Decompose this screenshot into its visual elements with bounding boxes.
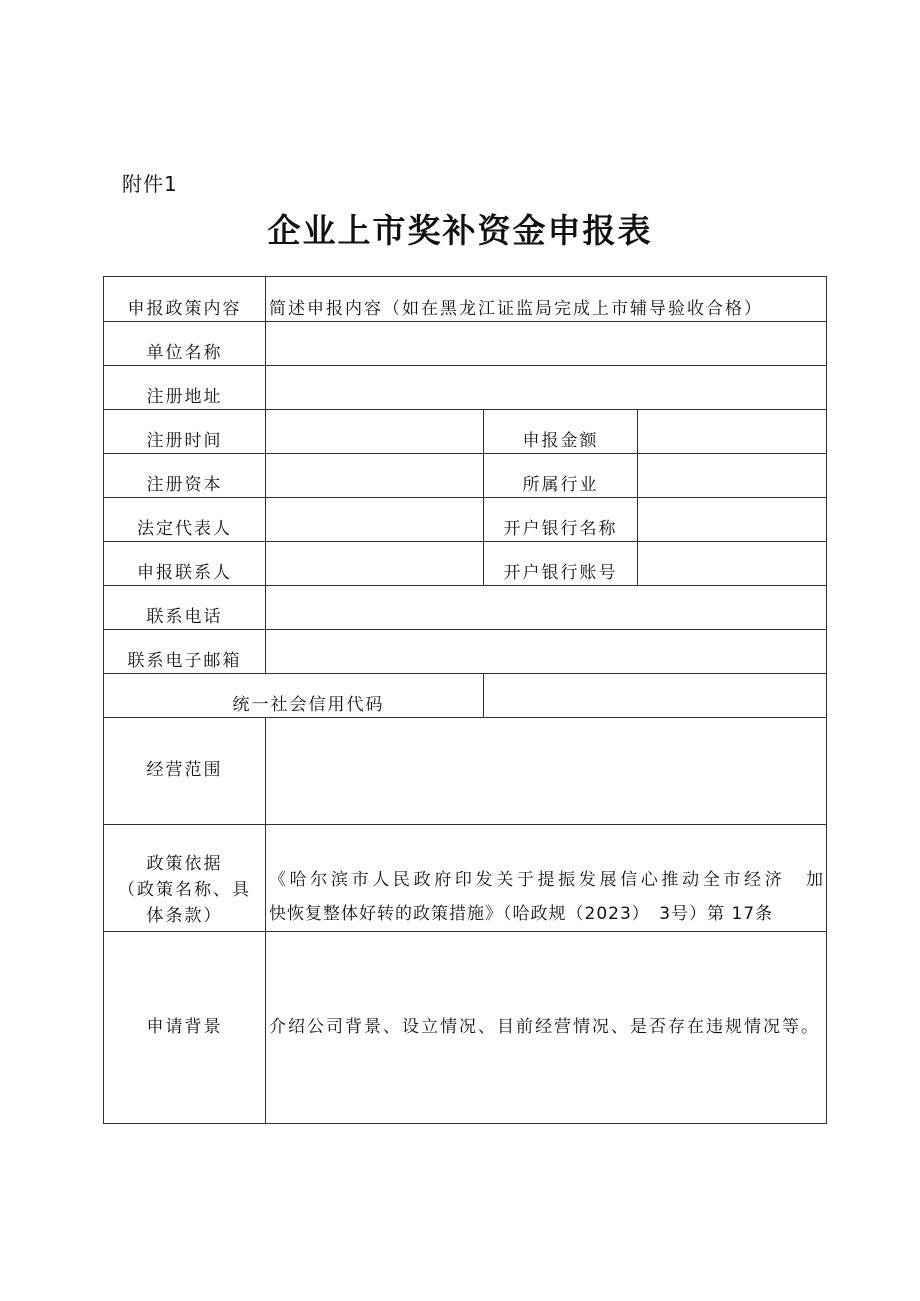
- policy-content-value[interactable]: 简述申报内容（如在黑龙江证监局完成上市辅导验收合格）: [266, 277, 827, 322]
- reg-address-field[interactable]: [266, 366, 827, 410]
- bank-name-label: 开户银行名称: [484, 498, 638, 542]
- contact-person-field[interactable]: [266, 542, 484, 586]
- policy-basis-label-line3: 体条款）: [146, 906, 223, 926]
- policy-basis-label-line2: （政策名称、具: [118, 880, 251, 900]
- row-background: [104, 932, 827, 1124]
- policy-basis-value[interactable]: [266, 825, 827, 932]
- background-value[interactable]: 介绍公司背景、设立情况、目前经营情况、是否存在违规情况等。: [266, 932, 827, 1124]
- reg-capital-field[interactable]: [266, 454, 484, 498]
- policy-basis-label-line1: 政策依据: [146, 854, 223, 874]
- policy-basis-label: [104, 825, 266, 932]
- row-contact-person: [104, 542, 827, 586]
- company-name-label: 单位名称: [104, 322, 266, 366]
- policy-basis-value-line1: 《哈尔滨市人民政府印发关于提振发展信心推动全市经济 加: [269, 870, 824, 890]
- background-label: 申请背景: [104, 932, 266, 1124]
- policy-content-label: 申报政策内容: [104, 277, 266, 322]
- email-field[interactable]: [266, 630, 827, 674]
- company-name-field[interactable]: [266, 322, 827, 366]
- reg-time-field[interactable]: [266, 410, 484, 454]
- legal-rep-field[interactable]: [266, 498, 484, 542]
- reg-time-label: 注册时间: [104, 410, 266, 454]
- apply-amount-label: 申报金额: [484, 410, 638, 454]
- business-scope-field[interactable]: [266, 718, 827, 825]
- row-reg-capital: [104, 454, 827, 498]
- row-company-name: [104, 322, 827, 366]
- form-title: 企业上市奖补资金申报表: [267, 211, 653, 250]
- phone-field[interactable]: [266, 586, 827, 630]
- industry-field[interactable]: [638, 454, 827, 498]
- credit-code-label: 统一社会信用代码: [104, 674, 484, 718]
- row-policy-basis: [104, 825, 827, 932]
- row-reg-time: [104, 410, 827, 454]
- row-legal-rep: [104, 498, 827, 542]
- reg-capital-label: 注册资本: [104, 454, 266, 498]
- contact-person-label: 申报联系人: [104, 542, 266, 586]
- bank-name-field[interactable]: [638, 498, 827, 542]
- attachment-label: 附件1: [122, 172, 178, 196]
- bank-account-label: 开户银行账号: [484, 542, 638, 586]
- row-reg-address: [104, 366, 827, 410]
- row-credit-code: [104, 674, 827, 718]
- row-phone: [104, 586, 827, 630]
- email-label: 联系电子邮箱: [104, 630, 266, 674]
- business-scope-label: 经营范围: [104, 718, 266, 825]
- bank-account-field[interactable]: [638, 542, 827, 586]
- policy-basis-value-line2: 快恢复整体好转的政策措施》（哈政规（2023） 3号）第 17条: [269, 904, 774, 924]
- row-business-scope: [104, 718, 827, 825]
- row-email: [104, 630, 827, 674]
- credit-code-field[interactable]: [484, 674, 827, 718]
- application-form-table: [103, 276, 827, 1124]
- reg-address-label: 注册地址: [104, 366, 266, 410]
- phone-label: 联系电话: [104, 586, 266, 630]
- row-policy-content: [104, 277, 827, 322]
- legal-rep-label: 法定代表人: [104, 498, 266, 542]
- industry-label: 所属行业: [484, 454, 638, 498]
- apply-amount-field[interactable]: [638, 410, 827, 454]
